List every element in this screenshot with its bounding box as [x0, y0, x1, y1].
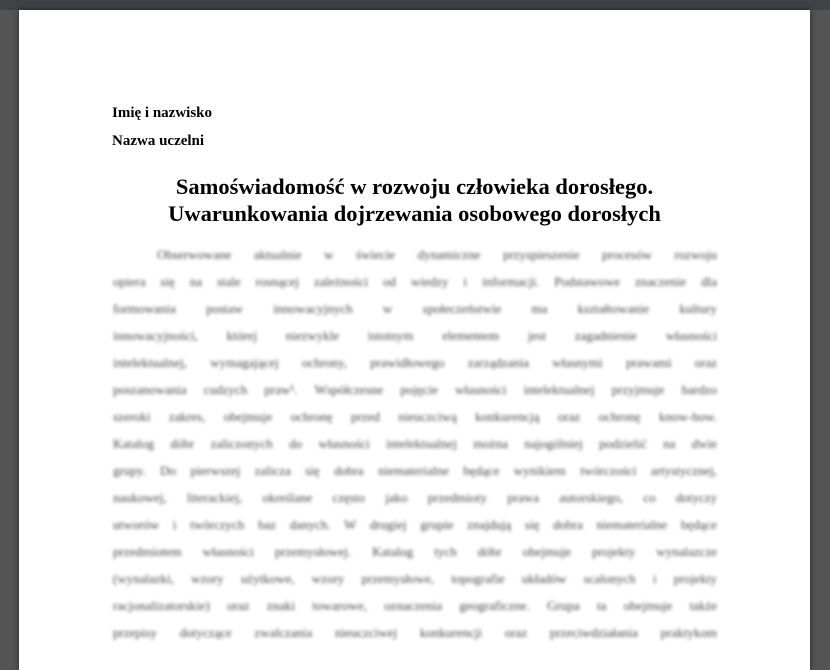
viewer-top-bar: [0, 0, 830, 10]
body-line: grupy. Do pierwszej zalicza się dobra niematerialne będące wynikiem twórczości artystycznej,: [113, 463, 717, 478]
body-paragraph: [113, 241, 717, 646]
document-title: [19, 173, 810, 227]
author-name: Imię i nazwisko: [112, 105, 213, 121]
body-line: (wynalazki, wzory użytkowe, wzory przemysłowe, topografie układów scalonych i projekty: [113, 571, 717, 586]
body-line: poszanowania cudzych praw¹. Współczesne pojęcie własności intelektualnej przyjmuje bardzo: [113, 382, 717, 397]
body-line: opiera się na stale rosnącej zależności od wiedzy i informacji. Podstawowe znaczenie dla: [113, 274, 717, 289]
university-name: Nazwa uczelni: [112, 133, 205, 149]
body-line: szeroki zakres, obejmuje ochronę przed nieuczciwą konkurencją oraz ochronę know-how.: [113, 409, 717, 424]
body-line: Obserwowane aktualnie w świecie dynamiczne przyspieszenie procesów rozwoju: [157, 247, 717, 262]
title-line-2: Uwarunkowania dojrzewania osobowego dorosłych: [168, 201, 661, 226]
title-line-1: Samoświadomość w rozwoju człowieka dorosłego.: [175, 174, 654, 199]
body-line: formowania postaw innowacyjnych w społeczeństwie ma kształtowanie kultury: [113, 301, 717, 316]
body-line: przedmiotem własności przemysłowej. Katalog tych dóbr obejmuje projekty wynalazcze: [113, 544, 717, 559]
body-line: utworów i twórczych baz danych. W drugiej grupie znajdują się dobra niematerialne będące: [113, 517, 717, 532]
body-line: innowacyjności, której niezwykle istotnym elementem jest zagadnienie własności: [113, 328, 717, 343]
document-page: [19, 10, 810, 670]
body-line: naukowej, literackiej, określane często jako przedmioty prawa autorskiego, co dotyczy: [113, 490, 717, 505]
body-line: Katalog dóbr zaliczonych do własności intelektualnej można najogólniej podzielić na dwie: [113, 436, 717, 451]
body-line: racjonalizatorskie) oraz znaki towarowe, oznaczenia geograficzne. Grupa ta obejmuje także: [113, 598, 717, 613]
body-line: intelektualnej, wymagającej ochrony, prawidłowego zarządzania własnymi prawami oraz: [113, 355, 717, 370]
body-line: przepisy dotyczące zwalczania nieuczciwej konkurencji oraz przeciwdziałania praktykom: [113, 625, 717, 640]
